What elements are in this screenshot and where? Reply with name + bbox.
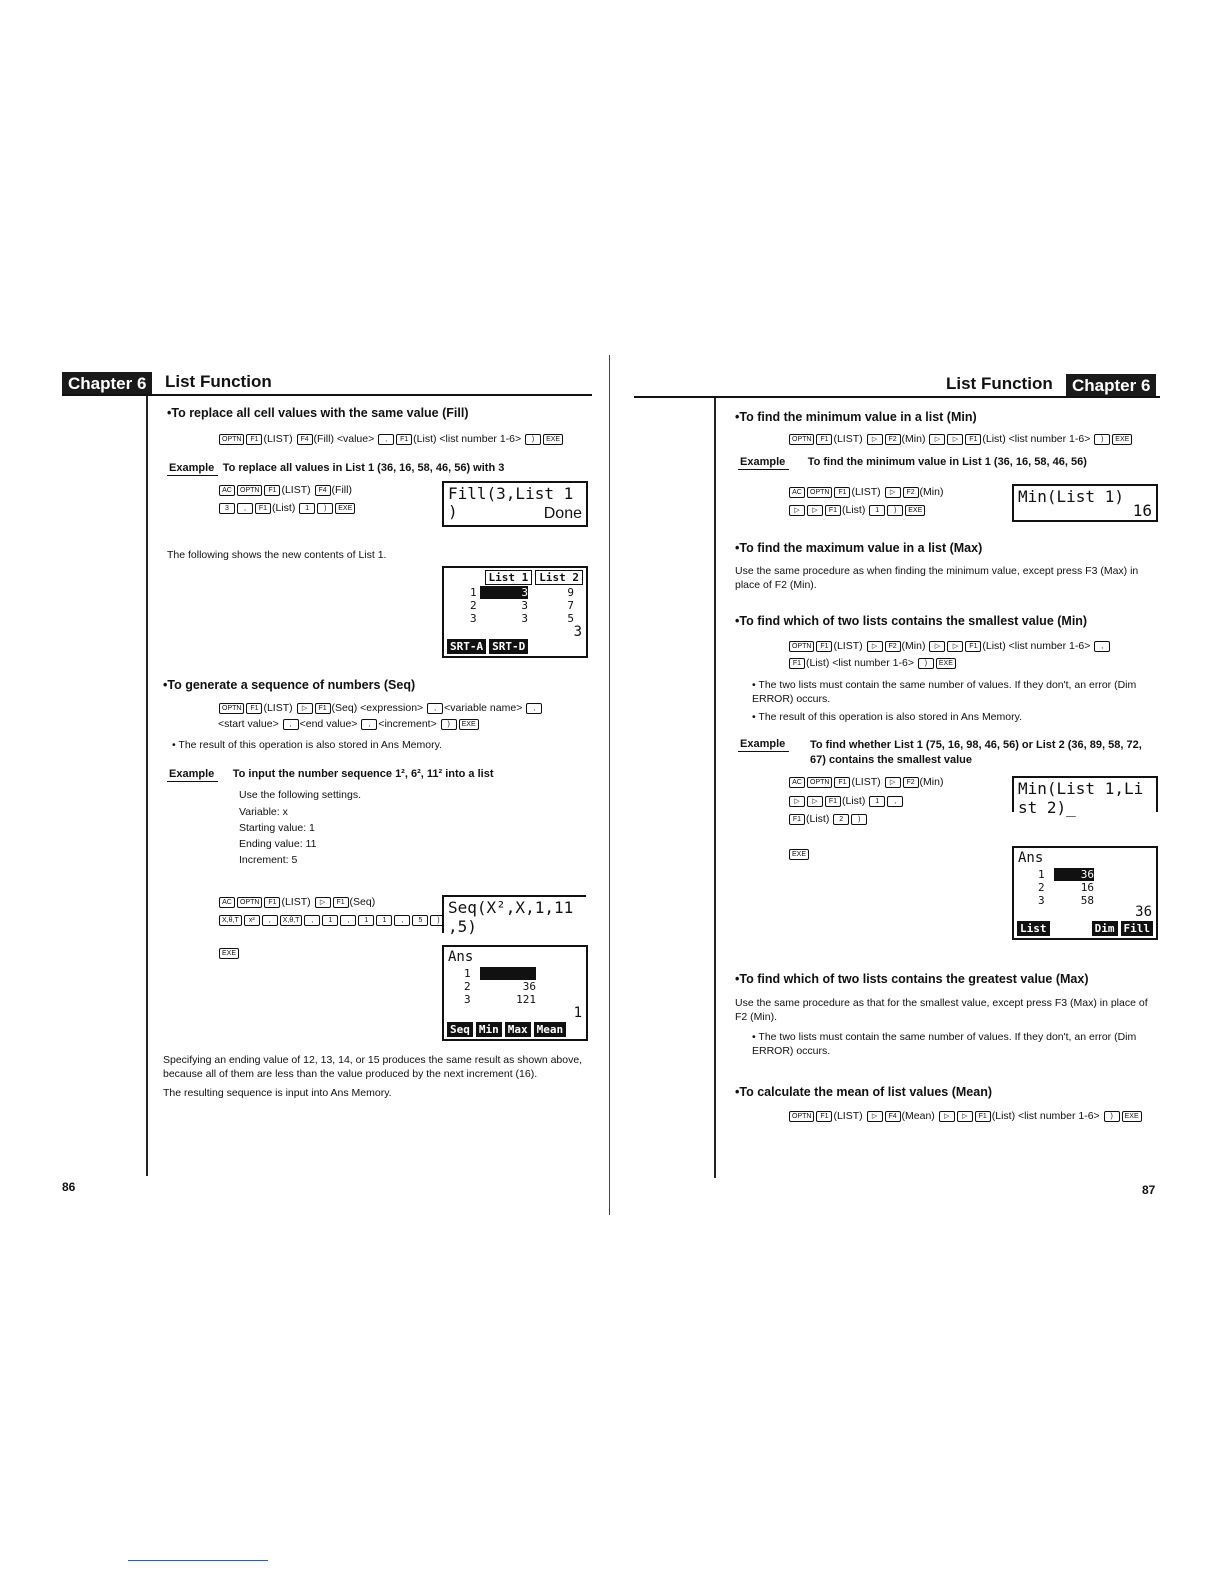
- key-label: <list number 1-6>: [439, 433, 525, 445]
- ans-title: Ans: [448, 949, 474, 965]
- key-label: <list number 1-6>: [1008, 640, 1094, 652]
- example-label: Example: [738, 456, 789, 470]
- calculator-key: ): [441, 719, 457, 730]
- mean-key-sequence: [788, 1108, 1143, 1124]
- example-label: Example: [167, 768, 218, 782]
- screen-line: Min(List 1,Li: [1018, 779, 1144, 798]
- calculator-key: F1: [246, 703, 262, 714]
- min2-heading: •To find which of two lists contains the smallest value (Min): [735, 614, 1088, 628]
- key-label: (Min): [901, 640, 929, 652]
- key-label: (Min): [919, 776, 944, 788]
- calculator-key: ▷: [939, 1111, 955, 1122]
- calculator-key: ▷: [807, 796, 823, 807]
- softkey-mean: Mean: [534, 1022, 567, 1037]
- calculator-key: ▷: [947, 641, 963, 652]
- calculator-key: 1: [376, 915, 392, 926]
- screen-line: ,5): [448, 917, 477, 936]
- row-index: 3: [464, 993, 471, 1006]
- calculator-key: ▷: [929, 434, 945, 445]
- calculator-key: ,: [237, 503, 253, 514]
- key-label: <list number 1-6>: [1017, 1110, 1103, 1122]
- min2-example: [738, 738, 1158, 768]
- seq-keystroke-line-2: [218, 912, 447, 928]
- calculator-key: ▷: [947, 434, 963, 445]
- calculator-key: ▷: [789, 796, 805, 807]
- cell: 3: [521, 612, 528, 625]
- calculator-key: F4: [315, 485, 331, 496]
- min2-calculator-screen: [1012, 776, 1158, 817]
- current-value: 36: [1135, 904, 1152, 920]
- screen-line: st 2)_: [1018, 798, 1076, 817]
- min-heading: •To find the minimum value in a list (Min): [735, 410, 977, 424]
- calculator-key: AC: [219, 897, 235, 908]
- key-label: (LIST): [833, 640, 866, 652]
- setting-increment: Increment: 5: [239, 854, 298, 866]
- setting-variable: Variable: x: [239, 806, 288, 818]
- calculator-key: ): [851, 814, 867, 825]
- calculator-key: OPTN: [789, 434, 814, 445]
- min2-keystroke-line-2: [788, 793, 904, 809]
- calculator-key: AC: [219, 485, 235, 496]
- calculator-key: ▷: [957, 1111, 973, 1122]
- calculator-key: EXE: [936, 658, 956, 669]
- calculator-key: 3: [219, 503, 235, 514]
- setting-start: Starting value: 1: [239, 822, 315, 834]
- min2-keystroke-line-3: [788, 811, 868, 827]
- softkey-dim: Dim: [1092, 921, 1118, 936]
- calculator-key: OPTN: [219, 434, 244, 445]
- calculator-key: EXE: [1112, 434, 1132, 445]
- min-example: [738, 452, 1087, 470]
- softkey-bar: [1017, 921, 1153, 936]
- calculator-key: ,: [378, 434, 394, 445]
- example-text: To replace all values in List 1 (36, 16, 58, 46, 56) with 3: [222, 462, 505, 474]
- example-text: To find the minimum value in List 1 (36, 16, 58, 46, 56): [807, 456, 1087, 468]
- settings-intro: Use the following settings.: [239, 789, 361, 801]
- page-title-left: List Function: [165, 372, 272, 391]
- key-label: (List): [842, 795, 869, 807]
- key-label: <start value>: [218, 718, 282, 730]
- max2-text: Use the same procedure as that for the smallest value, except press F3 (Max) in place of F2 (Min).: [735, 997, 1148, 1023]
- key-label: (List): [806, 813, 833, 825]
- calculator-key: ▷: [807, 505, 823, 516]
- calculator-key: OPTN: [237, 485, 262, 496]
- calculator-key: EXE: [1122, 1111, 1142, 1122]
- row-index: 3: [1038, 894, 1045, 907]
- calculator-key: F1: [825, 505, 841, 516]
- seq-keystroke-line-3: [218, 945, 240, 961]
- key-label: <variable name>: [444, 702, 526, 714]
- example-label: Example: [738, 738, 789, 752]
- row-index: 2: [464, 980, 471, 993]
- calculator-key: OPTN: [237, 897, 262, 908]
- calculator-key: X,θ,T: [280, 915, 303, 926]
- key-label: (List): [413, 433, 440, 445]
- max2-note: • The two lists must contain the same number of values. If they don't, an error (Dim ERROR) occurs.: [752, 1031, 1137, 1057]
- calculator-key: x²: [244, 915, 260, 926]
- cell-selected: 36: [1054, 868, 1094, 881]
- header-rule-left: [62, 394, 592, 396]
- seq-example: [167, 764, 493, 782]
- softkey-list: List: [1017, 921, 1050, 936]
- example-text: To find whether List 1 (75, 16, 98, 46, 56) or List 2 (36, 89, 58, 72, 67) contains the smallest value: [810, 739, 1142, 766]
- key-label: <increment>: [378, 718, 440, 730]
- calculator-key: ,: [394, 915, 410, 926]
- cell: 36: [522, 980, 536, 993]
- max2-heading: •To find which of two lists contains the greatest value (Max): [735, 972, 1089, 986]
- calculator-key: OPTN: [807, 487, 832, 498]
- calculator-key: X,θ,T: [219, 915, 242, 926]
- min-key-sequence: [788, 431, 1133, 447]
- calculator-key: 1: [358, 915, 374, 926]
- ans-title: Ans: [1018, 850, 1044, 866]
- min-keystroke-line-1: [788, 484, 943, 500]
- screen-line: Fill(3,List 1: [448, 484, 574, 503]
- key-label: (Fill): [331, 484, 352, 496]
- cell: 5: [567, 612, 574, 625]
- cell-selected: [480, 967, 536, 980]
- screen-line: Min(List 1): [1018, 487, 1124, 506]
- row-index: 2: [1038, 881, 1045, 894]
- list-header: List 2: [535, 570, 583, 585]
- calculator-key: EXE: [789, 849, 809, 860]
- key-label: (LIST): [833, 433, 866, 445]
- fill-keystroke-line-1: [218, 482, 352, 498]
- header-rule-right: [634, 396, 1160, 398]
- key-label: (List): [272, 502, 299, 514]
- min2-notes: [752, 678, 1162, 724]
- softkey-bar: [447, 1022, 566, 1037]
- list-editor-screen: [442, 566, 588, 658]
- cell: 58: [1080, 894, 1094, 907]
- calculator-key: F1: [396, 434, 412, 445]
- calculator-key: F2: [903, 487, 919, 498]
- mean-heading: •To calculate the mean of list values (Mean): [735, 1085, 992, 1099]
- key-label: (Seq): [349, 896, 376, 908]
- calculator-key: F1: [264, 897, 280, 908]
- chapter-tab-right: Chapter 6: [1066, 374, 1156, 398]
- seq-footer-note-2: The resulting sequence is input into Ans Memory.: [163, 1087, 392, 1099]
- calculator-key: F1: [255, 503, 271, 514]
- row-index: 3: [470, 612, 477, 625]
- calculator-key: OPTN: [807, 777, 832, 788]
- calculator-key: ▷: [789, 505, 805, 516]
- calculator-key: ▷: [885, 487, 901, 498]
- key-label: <list number 1-6>: [832, 657, 917, 669]
- row-index: 1: [1038, 868, 1045, 881]
- calculator-key: ): [1104, 1111, 1120, 1122]
- calculator-key: F1: [965, 641, 981, 652]
- key-label: (Min): [901, 433, 929, 445]
- cell: 16: [1080, 881, 1094, 894]
- calculator-key: F1: [825, 796, 841, 807]
- calculator-key: 2: [833, 814, 849, 825]
- calculator-key: F1: [816, 434, 832, 445]
- screen-line: ): [448, 502, 458, 521]
- calculator-key: EXE: [543, 434, 563, 445]
- row-index: 1: [464, 967, 471, 980]
- softkey-min: Min: [476, 1022, 502, 1037]
- calculator-key: F1: [816, 1111, 832, 1122]
- seq-calculator-screen: [442, 895, 586, 936]
- calculator-key: AC: [789, 777, 805, 788]
- calculator-key: OPTN: [789, 641, 814, 652]
- cell: 3: [521, 599, 528, 612]
- min2-ans-screen: [1012, 846, 1158, 940]
- page-number-right: 87: [1142, 1183, 1156, 1197]
- min2-key-sequence-1: [788, 638, 1111, 654]
- calculator-key: ▷: [867, 434, 883, 445]
- calculator-key: OPTN: [219, 703, 244, 714]
- calculator-key: ): [918, 658, 934, 669]
- key-label: (LIST): [281, 896, 314, 908]
- scan-mark: [128, 1560, 268, 1561]
- settings-list: [239, 805, 316, 867]
- row-index: 1: [470, 586, 477, 599]
- softkey-seq: Seq: [447, 1022, 473, 1037]
- key-label: (Mean): [901, 1110, 938, 1122]
- key-label: (Fill): [313, 433, 337, 445]
- calculator-key: ,: [262, 915, 278, 926]
- calculator-key: ): [317, 503, 333, 514]
- calculator-key: AC: [789, 487, 805, 498]
- calculator-key: ): [1094, 434, 1110, 445]
- calculator-key: ,: [427, 703, 443, 714]
- calculator-key: ): [430, 915, 446, 926]
- key-label: <expression>: [360, 702, 427, 714]
- calculator-key: ,: [361, 719, 377, 730]
- min-keystroke-line-2: [788, 502, 926, 518]
- seq-note: • The result of this operation is also stored in Ans Memory.: [172, 739, 442, 751]
- seq-keystroke-line-1: [218, 894, 375, 910]
- softkey-sort-asc: SRT-A: [447, 639, 486, 654]
- row-index: 2: [470, 599, 477, 612]
- margin-line-right: [714, 398, 716, 1178]
- cell: 7: [567, 599, 574, 612]
- min2-keystroke-line-1: [788, 774, 943, 790]
- calculator-key: F1: [834, 777, 850, 788]
- note: • The result of this operation is also stored in Ans Memory.: [752, 711, 1022, 723]
- min-calculator-screen: [1012, 484, 1158, 522]
- note: • The two lists must contain the same number of values. If they don't, an error (Dim ERROR) occurs.: [752, 679, 1137, 705]
- key-label: (Seq): [331, 702, 361, 714]
- example-label: Example: [167, 462, 218, 476]
- max-heading: •To find the maximum value in a list (Max): [735, 541, 983, 555]
- example-text: To input the number sequence 1², 6², 11² into a list: [232, 768, 494, 780]
- list-header: List 1: [485, 570, 533, 585]
- seq-footer-note: Specifying an ending value of 12, 13, 14, or 15 produces the same result as shown above, because all of them are less than the value produced by the next increment (16).: [163, 1054, 583, 1080]
- key-label: (LIST): [281, 484, 314, 496]
- softkey-max: Max: [505, 1022, 531, 1037]
- calculator-key: 5: [412, 915, 428, 926]
- key-label: (List): [842, 504, 869, 516]
- seq-heading: •To generate a sequence of numbers (Seq): [163, 678, 416, 692]
- seq-ans-screen: [442, 945, 588, 1041]
- calculator-key: 1: [869, 505, 885, 516]
- key-label: <list number 1-6>: [1008, 433, 1094, 445]
- min2-keystroke-line-4: [788, 846, 810, 862]
- seq-key-sequence-1: [218, 700, 543, 716]
- calculator-key: ,: [1094, 641, 1110, 652]
- key-label: (List): [982, 640, 1009, 652]
- calculator-key: EXE: [219, 948, 239, 959]
- fill-calculator-screen: [442, 481, 588, 527]
- page-title-right: List Function: [946, 374, 1053, 393]
- calculator-key: EXE: [459, 719, 479, 730]
- calculator-key: 1: [869, 796, 885, 807]
- calculator-key: ,: [526, 703, 542, 714]
- calculator-key: F1: [975, 1111, 991, 1122]
- calculator-key: F1: [315, 703, 331, 714]
- screen-line: Seq(X²,X,1,11: [448, 898, 574, 917]
- fill-keystroke-line-2: [218, 500, 356, 516]
- fill-example: [167, 458, 504, 476]
- key-label: (LIST): [263, 702, 296, 714]
- calculator-key: F1: [333, 897, 349, 908]
- calculator-key: ): [525, 434, 541, 445]
- calculator-key: OPTN: [789, 1111, 814, 1122]
- calculator-key: ,: [887, 796, 903, 807]
- key-label: (List): [982, 433, 1009, 445]
- calculator-key: F1: [965, 434, 981, 445]
- softkey-bar: [447, 639, 528, 654]
- key-label: (LIST): [833, 1110, 866, 1122]
- calculator-key: F4: [297, 434, 313, 445]
- softkey-fill: Fill: [1121, 921, 1154, 936]
- calculator-key: ▷: [297, 703, 313, 714]
- page-gutter: [609, 355, 610, 1215]
- calculator-key: ▷: [867, 1111, 883, 1122]
- fill-key-sequence: [218, 431, 564, 447]
- screen-done: Done: [543, 505, 582, 522]
- calculator-key: ▷: [885, 777, 901, 788]
- key-label: <value>: [336, 433, 378, 445]
- margin-line-left: [146, 396, 148, 1176]
- calculator-key: F2: [885, 434, 901, 445]
- setting-end: Ending value: 11: [239, 838, 317, 850]
- calculator-key: ,: [304, 915, 320, 926]
- max-text: Use the same procedure as when finding the minimum value, except press F3 (Max) in place of F2 (Min).: [735, 565, 1139, 591]
- key-label: (LIST): [263, 433, 296, 445]
- min2-key-sequence-2: [788, 655, 957, 671]
- key-label: (LIST): [851, 486, 884, 498]
- softkey-sort-desc: SRT-D: [489, 639, 528, 654]
- key-label: (Min): [919, 486, 944, 498]
- calculator-key: ,: [340, 915, 356, 926]
- calculator-key: F1: [834, 487, 850, 498]
- calculator-key: F1: [246, 434, 262, 445]
- calculator-key: F1: [264, 485, 280, 496]
- key-label: (LIST): [851, 776, 884, 788]
- fill-heading: •To replace all cell values with the same value (Fill): [167, 406, 469, 420]
- chapter-tab-left: Chapter 6: [62, 372, 152, 396]
- calculator-key: F1: [789, 658, 805, 669]
- current-value: 1: [573, 1005, 582, 1021]
- cell: 121: [516, 993, 536, 1006]
- calculator-key: F1: [816, 641, 832, 652]
- page-number-left: 86: [62, 1180, 76, 1194]
- calculator-key: 1: [299, 503, 315, 514]
- screen-result: 16: [1132, 501, 1152, 520]
- key-label: <end value>: [299, 718, 361, 730]
- calculator-key: EXE: [335, 503, 355, 514]
- calculator-key: ): [887, 505, 903, 516]
- seq-key-sequence-2: [218, 716, 480, 732]
- fill-note: The following shows the new contents of List 1.: [167, 549, 387, 561]
- calculator-key: F1: [789, 814, 805, 825]
- calculator-key: F2: [885, 641, 901, 652]
- current-value: 3: [573, 624, 582, 640]
- calculator-key: ▷: [315, 897, 331, 908]
- calculator-key: F2: [903, 777, 919, 788]
- calculator-key: ▷: [867, 641, 883, 652]
- calculator-key: 1: [322, 915, 338, 926]
- key-label: (List): [991, 1110, 1018, 1122]
- cell: 9: [567, 586, 574, 599]
- calculator-key: EXE: [905, 505, 925, 516]
- calculator-key: ▷: [929, 641, 945, 652]
- calculator-key: ,: [283, 719, 299, 730]
- cell-selected: 3: [480, 586, 528, 599]
- key-label: (List): [806, 657, 833, 669]
- calculator-key: F4: [885, 1111, 901, 1122]
